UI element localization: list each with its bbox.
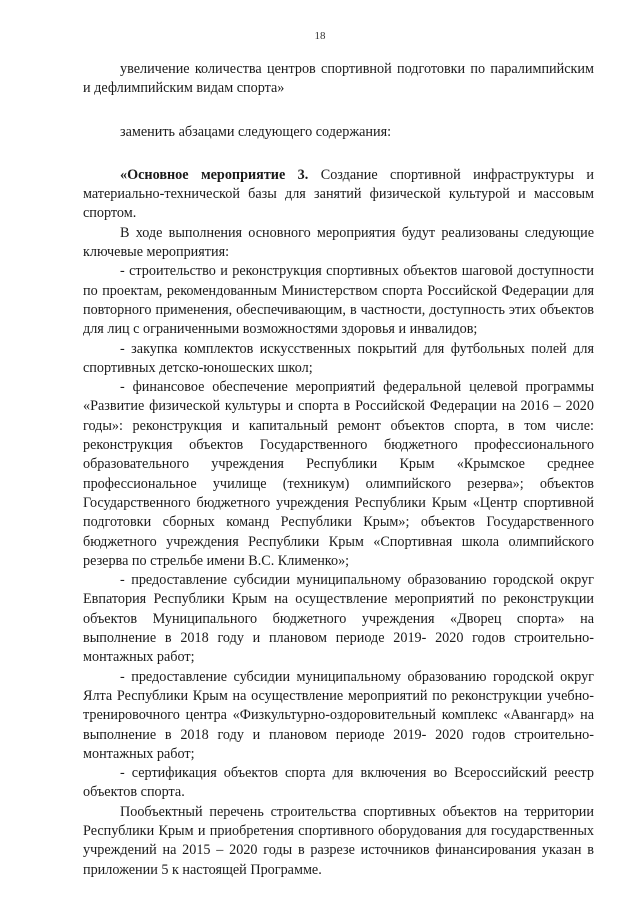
- list-item: - сертификация объектов спорта для включения во Всероссийский реестр объектов спорта.: [83, 765, 594, 801]
- page-number: 18: [314, 30, 326, 42]
- paragraph: увеличение количества центров спортивной подготовки по паралимпийским и дефлимпийским видам спорта»: [83, 61, 594, 97]
- paragraph: заменить абзацами следующего содержания:: [120, 123, 392, 140]
- list-item: - предоставление субсидии муниципальному образованию городской округ Ялта Республики Крым на осуществление мероприятий по реконструкции учебно-тренировочного центра «Физкультурно-оздоровительный комплекс «Авангард» на выполнение в 2018 году и плановом периоде 2019- 2020 годов строительно-монтажных работ;: [83, 668, 594, 762]
- paragraph: Пообъектный перечень строительства спортивных объектов на территории Республики Крым и приобретения спортивного оборудования для государственных учреждений на 2015 – 2020 годы в разрезе источников финансирования указан в приложении 5 к настоящей Программе.: [83, 803, 594, 878]
- spacer: [83, 142, 594, 166]
- list-item: - финансовое обеспечение мероприятий федеральной целевой программы «Развитие физической культуры и спорта в Российской Федерации на 2016 – 2020 годы»: реконструкция и капитальный ремонт объектов спорта, в том числе: реконструкция объектов Государственного бюджетного профессионального образовательного учреждения Республики Крым «Крымское среднее профессиональное училище (техникум) олимпийского резерва»; объектов Государственного бюджетного учреждения Республики Крым «Центр спортивной подготовки сборных команд Республики Крым»; объектов Государственного бюджетного учреждения Республики Крым «Спортивная школа олимпийского резерва по стрельбе имени В.С. Клименко»;: [83, 379, 594, 569]
- main-event-title: «Основное мероприятие 3.: [120, 166, 309, 183]
- list-item: - закупка комплектов искусственных покрытий для футбольных полей для спортивных детско-юношеских школ;: [83, 340, 594, 376]
- spacer: [83, 99, 594, 123]
- main-event-paragraph: [83, 166, 594, 224]
- document-body: [83, 60, 594, 880]
- paragraph: В ходе выполнения основного мероприятия будут реализованы следующие ключевые мероприятия:: [83, 224, 594, 261]
- main-event-text: Создание спортивной инфраструктуры и материально-технической базы для занятий физической культурой и массовым спортом.: [83, 166, 594, 222]
- list-item: - строительство и реконструкция спортивных объектов шаговой доступности по проектам, рекомендованным Министерством спорта Российской Федерации для повторного применения, обеспечивающим, в частности, доступность этих объектов для лиц с ограниченными возможностями здоровья и инвалидов;: [83, 263, 594, 338]
- list-item: - предоставление субсидии муниципальному образованию городской округ Евпатория Республики Крым на осуществление мероприятий по реконструкции объектов Муниципального бюджетного учреждения «Дворец спорта» на выполнение в 2018 году и плановом периоде 2019- 2020 годов строительно-монтажных работ;: [83, 572, 594, 666]
